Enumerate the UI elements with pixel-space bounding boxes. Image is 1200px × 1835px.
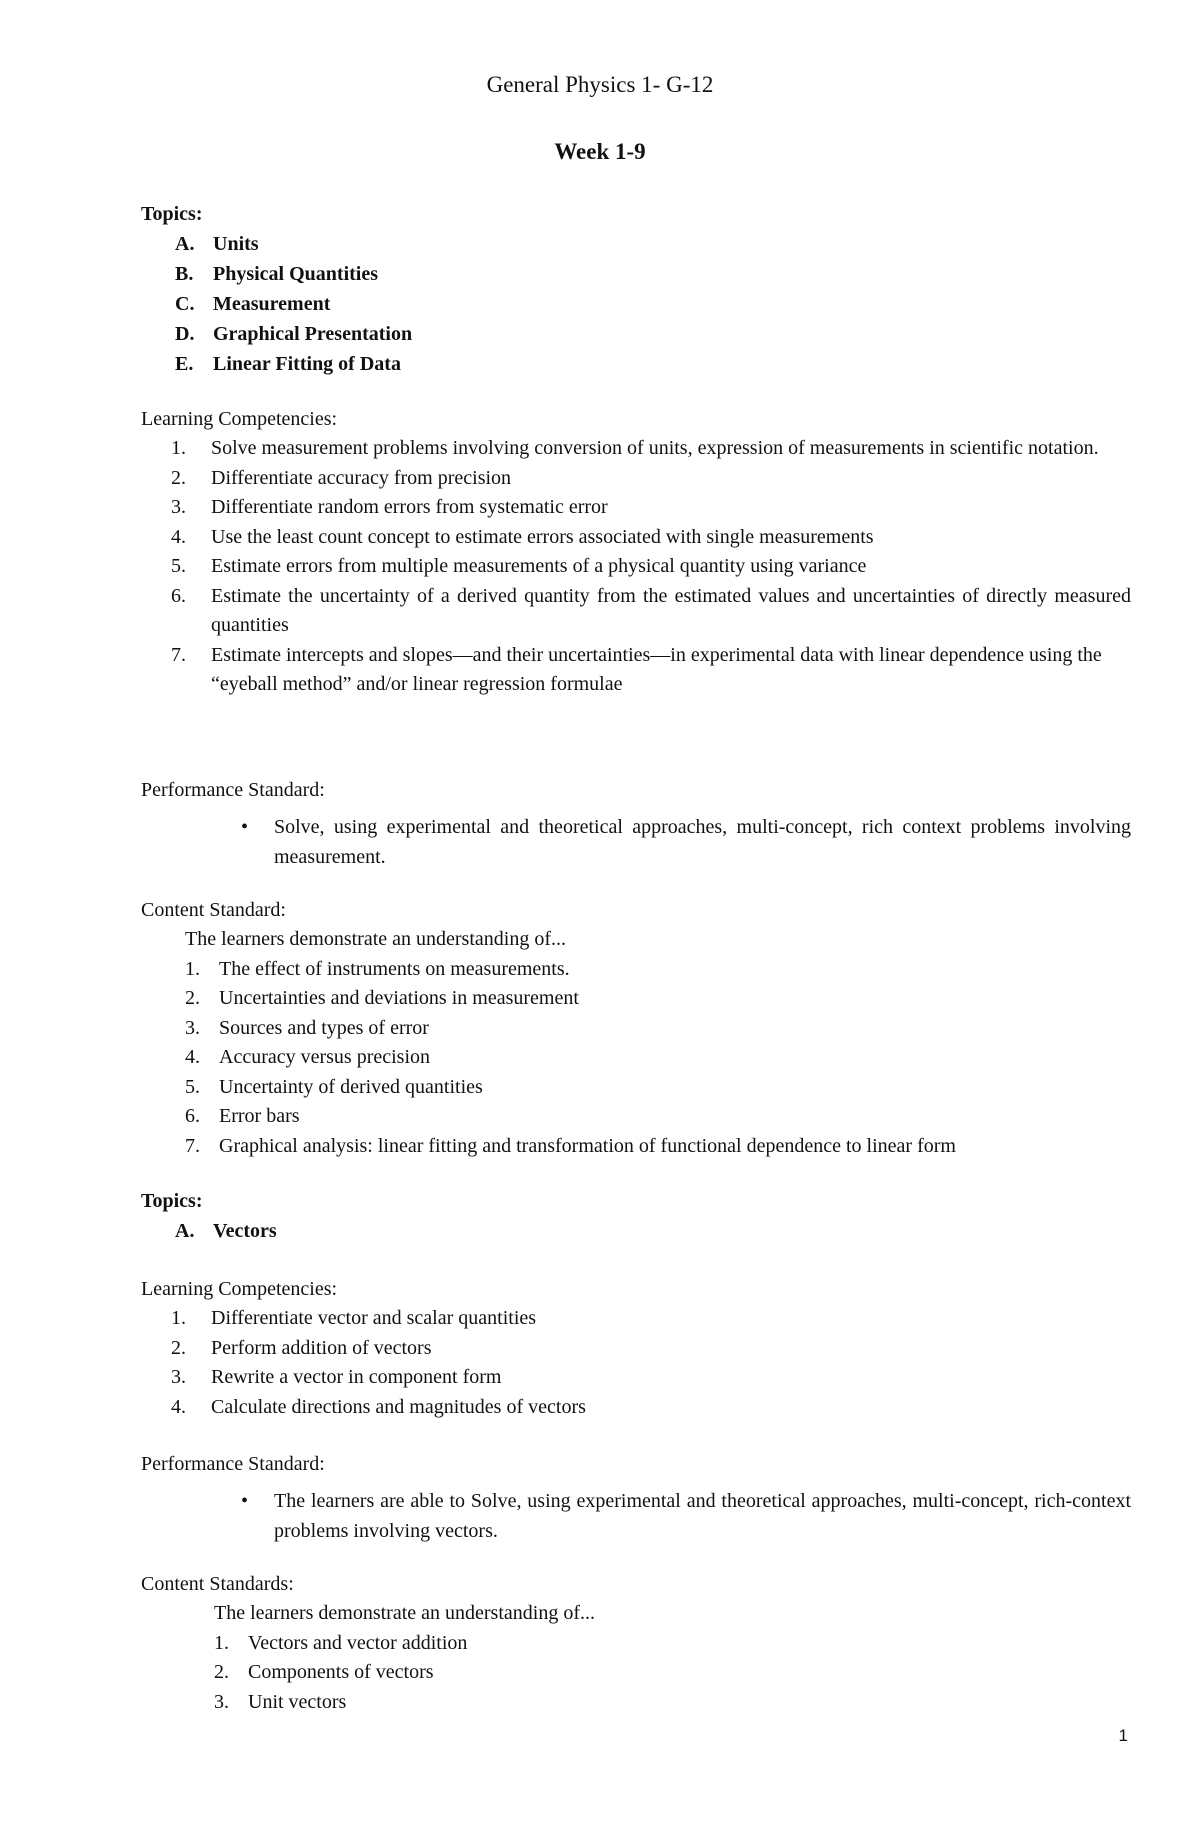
list-marker: A. — [175, 1220, 195, 1242]
competency-text: Estimate intercepts and slopes—and their uncertainties—in experimental data with linear dependence using the “eyeball method” and/or linear regression formulae — [211, 643, 1102, 695]
list-item — [141, 1487, 1131, 1546]
performance-heading: Performance Standard: — [141, 1453, 325, 1475]
list-marker: 7. — [171, 643, 186, 666]
content-intro: The learners demonstrate an understanding of... — [185, 928, 566, 950]
content-text: Unit vectors — [248, 1690, 347, 1713]
list-marker: 6. — [185, 1105, 200, 1127]
list-marker: 2. — [214, 1661, 229, 1683]
content-section-2 — [141, 1570, 1131, 1717]
list-item — [141, 582, 1131, 641]
competency-text: Differentiate accuracy from precision — [211, 466, 512, 489]
content-heading: Content Standards: — [141, 1573, 294, 1595]
list-item — [141, 493, 1131, 523]
topic-label: Vectors — [213, 1220, 277, 1242]
list-item — [141, 1393, 1131, 1423]
list-item — [141, 1102, 1131, 1132]
competencies-section-2 — [141, 1275, 1131, 1422]
content-text: The effect of instruments on measurements. — [219, 957, 570, 980]
competencies-heading: Learning Competencies: — [141, 1278, 338, 1300]
list-marker: 3. — [171, 496, 186, 518]
topic-label: Linear Fitting of Data — [213, 353, 401, 375]
competency-text: Calculate directions and magnitudes of vectors — [211, 1395, 586, 1418]
topic-label: Units — [213, 233, 259, 255]
list-marker: 3. — [171, 1366, 186, 1388]
list-item — [141, 1073, 1131, 1103]
list-item — [141, 1304, 1131, 1334]
list-item — [141, 955, 1131, 985]
list-marker: 4. — [171, 1395, 186, 1418]
topics-heading: Topics: — [141, 203, 203, 225]
list-item — [141, 523, 1131, 553]
list-item — [141, 1132, 1131, 1162]
content-text: Uncertainty of derived quantities — [219, 1075, 483, 1098]
list-item — [141, 319, 1131, 349]
topics-list — [141, 229, 1131, 379]
content-list — [141, 1629, 1131, 1718]
list-marker: D. — [175, 323, 195, 345]
content-text: Uncertainties and deviations in measurement — [219, 987, 579, 1009]
topic-label: Graphical Presentation — [213, 323, 413, 345]
competencies-section-1 — [141, 405, 1131, 700]
list-item — [141, 229, 1131, 259]
list-marker: C. — [175, 293, 195, 315]
competency-text: Estimate errors from multiple measurements of a physical quantity using variance — [211, 555, 867, 577]
list-item — [141, 1043, 1131, 1073]
list-item — [141, 259, 1131, 289]
performance-section-1 — [141, 776, 1131, 872]
list-marker: 1. — [171, 1307, 186, 1329]
performance-section-2 — [141, 1450, 1131, 1546]
content-text: Sources and types of error — [219, 1016, 429, 1039]
bullet-icon: • — [241, 1490, 249, 1512]
bullet-icon: • — [241, 816, 249, 838]
list-marker: 1. — [214, 1631, 229, 1654]
list-item — [141, 1216, 1131, 1246]
list-item — [141, 641, 1131, 700]
content-list — [141, 955, 1131, 1162]
list-item — [141, 1629, 1131, 1659]
topic-label: Physical Quantities — [213, 263, 379, 285]
list-marker: 4. — [185, 1046, 200, 1068]
list-marker: 1. — [171, 437, 186, 459]
content-heading: Content Standard: — [141, 899, 286, 921]
content-text: Graphical analysis: linear fitting and transformation of functional dependence to linear form — [219, 1134, 956, 1157]
content-text: Vectors and vector addition — [248, 1631, 468, 1654]
list-marker: 3. — [214, 1690, 229, 1713]
performance-text: The learners are able to Solve, using experimental and theoretical approaches, multi-concept, rich-context problems involving vectors. — [274, 1490, 1131, 1542]
content-text: Error bars — [219, 1105, 300, 1127]
competency-text: Estimate the uncertainty of a derived quantity from the estimated values and uncertainties of directly measured quantities — [211, 584, 1131, 636]
list-marker: A. — [175, 233, 195, 255]
competencies-heading: Learning Competencies: — [141, 408, 338, 430]
list-item — [141, 813, 1131, 872]
competencies-list — [141, 434, 1131, 700]
list-marker: B. — [175, 263, 194, 285]
list-marker: 2. — [185, 987, 200, 1009]
performance-text: Solve, using experimental and theoretical approaches, multi-concept, rich context problems involving measurement. — [274, 816, 1131, 868]
page-number: 1 — [1118, 1726, 1128, 1745]
topics-section-2 — [141, 1187, 1131, 1246]
list-marker: 2. — [171, 1336, 186, 1359]
competency-text: Solve measurement problems involving conversion of units, expression of measurements in scientific notation. — [211, 437, 1099, 459]
topic-label: Measurement — [213, 293, 331, 315]
list-item — [141, 552, 1131, 582]
list-marker: 7. — [185, 1134, 200, 1157]
list-marker: 1. — [185, 957, 200, 980]
list-item — [141, 1658, 1131, 1688]
list-item — [141, 1014, 1131, 1044]
competencies-list — [141, 1304, 1131, 1422]
competency-text: Rewrite a vector in component form — [211, 1366, 502, 1388]
competency-text: Differentiate random errors from systematic error — [211, 496, 608, 518]
content-text: Accuracy versus precision — [219, 1046, 431, 1068]
list-item — [141, 289, 1131, 319]
content-text: Components of vectors — [248, 1661, 434, 1683]
list-marker: 6. — [171, 584, 186, 607]
list-marker: 5. — [171, 555, 186, 577]
document-title: General Physics 1- G-12 — [486, 72, 714, 97]
list-item — [141, 434, 1131, 464]
list-marker: 4. — [171, 525, 186, 548]
competency-text: Differentiate vector and scalar quantities — [211, 1307, 537, 1329]
competency-text: Perform addition of vectors — [211, 1336, 432, 1359]
list-marker: E. — [175, 353, 194, 375]
performance-heading: Performance Standard: — [141, 779, 325, 801]
list-item — [141, 1363, 1131, 1393]
list-item — [141, 1688, 1131, 1718]
content-intro: The learners demonstrate an understanding of... — [214, 1602, 595, 1624]
list-item — [141, 349, 1131, 379]
topics-heading: Topics: — [141, 1190, 203, 1212]
topics-section-1 — [141, 200, 1131, 379]
list-item — [141, 464, 1131, 494]
topics-list — [141, 1216, 1131, 1246]
content-section-1 — [141, 896, 1131, 1161]
list-item — [141, 984, 1131, 1014]
list-marker: 5. — [185, 1075, 200, 1098]
list-marker: 2. — [171, 466, 186, 489]
competency-text: Use the least count concept to estimate errors associated with single measurements — [211, 525, 874, 548]
week-title: Week 1-9 — [554, 139, 646, 164]
list-item — [141, 1334, 1131, 1364]
list-marker: 3. — [185, 1016, 200, 1039]
